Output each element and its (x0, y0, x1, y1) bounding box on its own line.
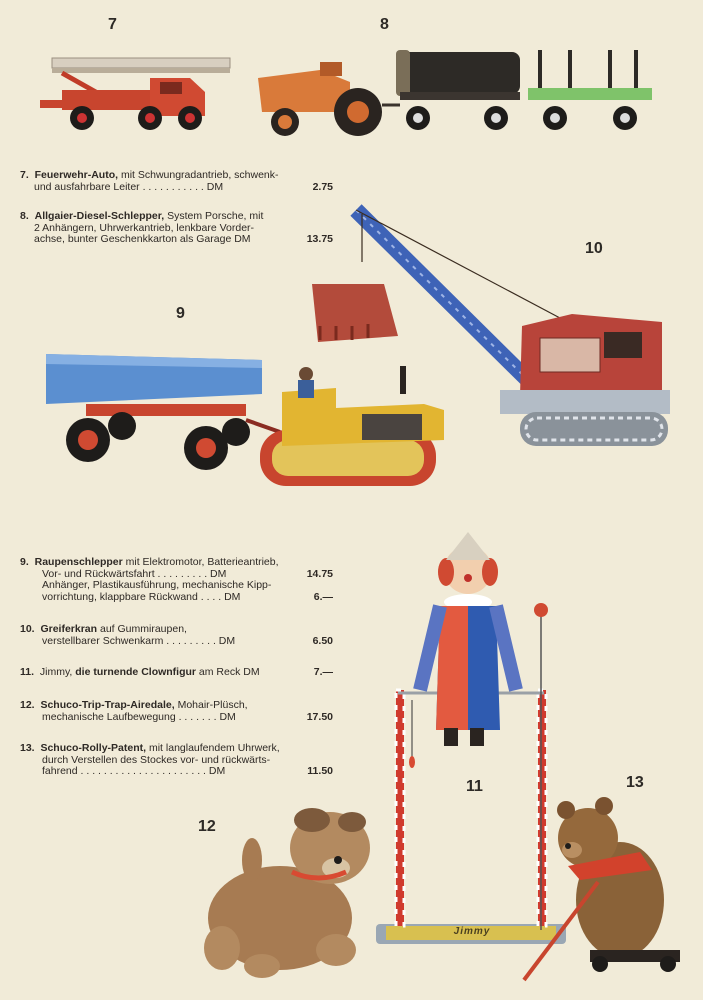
entry-text: 2 Anhängern, Uhrwerkantrieb, lenkbare Vorder- (34, 221, 255, 234)
entry-text: verstellbarer Schwenkarm . . . . . . . . . DM (42, 634, 236, 647)
entry-price: 6.50 (312, 634, 333, 647)
figure-number-11: 11 (466, 778, 483, 795)
entry-text: am Reck DM (196, 666, 260, 678)
entry-7-line-1-text (20, 170, 279, 182)
entry-11 (20, 667, 333, 679)
entry-7 (20, 170, 333, 193)
entry-text: mechanische Laufbewegung . . . . . . . DM (42, 710, 236, 723)
entry-text: mit Schwungradantrieb, schwenk- (118, 169, 279, 181)
figure-number-7: 7 (108, 16, 117, 33)
airedale-dog-image (204, 808, 370, 978)
figure-number-12: 12 (198, 818, 216, 835)
entry-number: 12. (20, 699, 35, 711)
entry-9-line-3 (20, 580, 333, 592)
entry-text: Jimmy, (39, 666, 76, 678)
entry-7-line-1 (20, 170, 333, 182)
entry-9-line-1-text (20, 557, 279, 569)
entry-8-line-3 (20, 234, 333, 246)
entry-8 (20, 211, 333, 246)
fire-truck-image (40, 58, 230, 130)
entry-12-line-2 (20, 712, 333, 724)
entry-number: 9. (20, 556, 29, 568)
entry-number: 10. (20, 623, 35, 635)
entry-title: Feuerwehr-Auto, (34, 169, 119, 181)
crawler-tractor-image (46, 354, 444, 486)
entry-13-line-1-text (20, 743, 280, 755)
entry-title: Allgaier-Diesel-Schlepper, (34, 210, 165, 222)
entry-10-line-2 (20, 636, 333, 648)
entry-9-line-4 (20, 592, 333, 604)
entry-number: 8. (20, 210, 29, 222)
entry-number: 7. (20, 169, 29, 181)
entry-price: 17.50 (306, 710, 333, 723)
entry-price: 14.75 (306, 567, 333, 580)
entry-text: mit langlaufendem Uhrwerk, (146, 742, 280, 754)
figure-number-10: 10 (585, 240, 603, 257)
entry-text: System Porsche, mit (164, 210, 264, 222)
entry-10-line-1 (20, 624, 333, 636)
entry-title: die turnende Clownfigur (75, 666, 197, 678)
entry-8-line-1-text (20, 211, 263, 223)
entry-text: achse, bunter Geschenkkarton als Garage DM (34, 233, 251, 245)
entry-text: Anhänger, Plastikausführung, mechanische Kipp- (42, 579, 272, 591)
entry-text: Vor- und Rückwärtsfahrt . . . . . . . . . DM (42, 567, 227, 580)
entry-10-line-1-text (20, 624, 187, 636)
figure-number-8: 8 (380, 16, 389, 33)
entry-text: mit Elektromotor, Batterieantrieb, (122, 556, 279, 568)
entry-12-line-1-text (20, 700, 248, 712)
diesel-tractor-image (258, 50, 652, 136)
entry-text: und ausfahrbare Leiter . . . . . . . . . . . DM (34, 180, 224, 193)
entry-13-line-1 (20, 743, 333, 755)
entry-price: 2.75 (312, 180, 333, 193)
entry-price: 13.75 (306, 233, 333, 245)
entry-7-line-2 (20, 182, 333, 194)
figure-number-13: 13 (626, 774, 644, 791)
jimmy-base-label: Jimmy (453, 926, 491, 937)
entry-text: fahrend . . . . . . . . . . . . . . . . . . . . . . DM (42, 765, 226, 777)
entry-number: 11. (20, 666, 35, 678)
entry-11-line-1 (20, 667, 333, 679)
entry-9 (20, 557, 333, 603)
entry-text: auf Gummiraupen, (97, 623, 187, 635)
entry-number: 13. (20, 742, 35, 754)
entry-13 (20, 743, 333, 778)
entry-text: durch Verstellen des Stockes vor- und rückwärts- (42, 753, 271, 766)
entry-title: Raupenschlepper (34, 556, 123, 568)
entry-9-line-1 (20, 557, 333, 569)
jimmy-clown-image (376, 532, 566, 944)
entry-price: 6.— (313, 590, 333, 603)
entry-title: Schuco-Rolly-Patent, (40, 742, 147, 754)
entry-10 (20, 624, 333, 647)
entry-text: vorrichtung, klappbare Rückwand . . . . DM (42, 590, 241, 603)
entry-price: 7.— (313, 666, 333, 678)
entry-title: Schuco-Trip-Trap-Airedale, (40, 699, 175, 711)
entry-11-line-1-text (20, 667, 260, 679)
entry-text: Mohair-Plüsch, (174, 699, 248, 711)
entry-price: 11.50 (307, 765, 333, 777)
figure-number-9: 9 (176, 305, 185, 322)
entry-8-line-1 (20, 211, 333, 223)
entry-12-line-1 (20, 700, 333, 712)
entry-13-line-3 (20, 766, 333, 778)
entry-12 (20, 700, 333, 723)
entry-title: Greiferkran (40, 623, 98, 635)
